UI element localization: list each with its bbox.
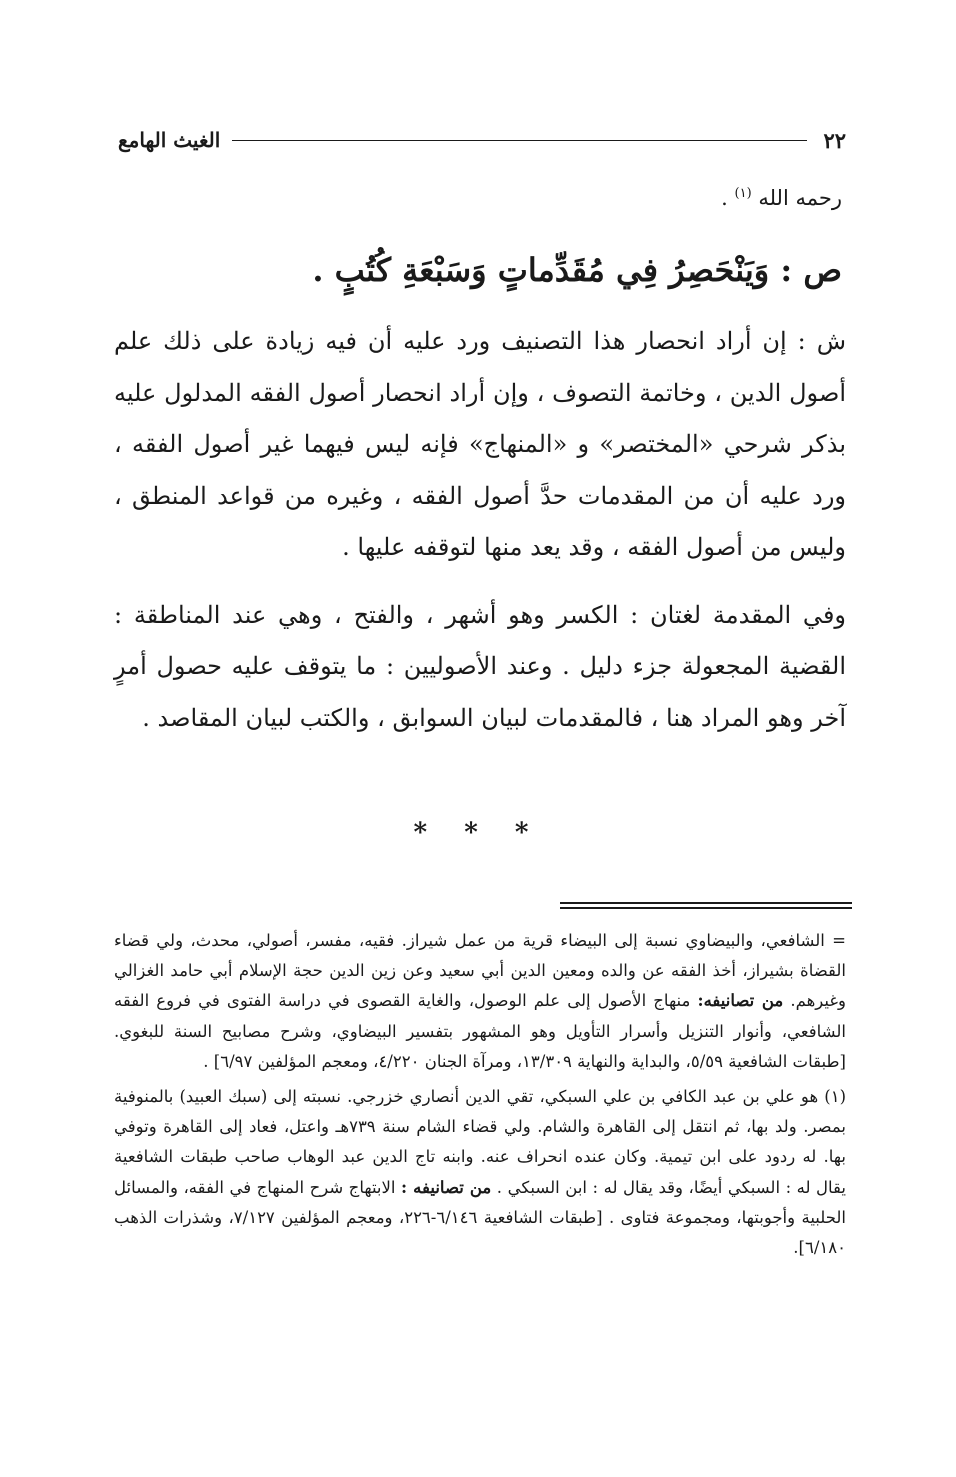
footnote-text: (١) هو علي بن عبد الكافي بن علي السبكي، تقي الدين أنصاري خزرجي. نسبته إلى (سبك العبيد) بالمنوفية بمصر. ولد بها، ثم انتقل إلى القاهرة والشام. ولي قضاء الشام سنة ٧٣٩هـ واعتل، فعاد إلى القاهرة وتوفي بها. له ردود على ابن تيمية. وكان عنده انحراف عنه. وابنه تاج الدين عبد الوهاب صاحب طبقات الشافعية يقال له : السبكي أيضًا، وقد يقال له : ابن السبكي .	[114, 1087, 846, 1197]
prelude-line	[721, 186, 842, 210]
prelude-text: رحمه الله	[758, 186, 842, 210]
footnote-text: الابتهاج شرح المنهاج في الفقه، والمسائل الحلبية وأجوبتها، ومجموعة فتاوى . [طبقات الشافعية ٦/١٤٦-٢٢٦، ومعجم المؤلفين ٧/١٢٧، وشذرات الذهب ٦/١٨٠].	[114, 1177, 846, 1258]
commentary-paragraph: وفي المقدمة لغتان : الكسر وهو أشهر ، والفتح ، وهي عند المناطقة : القضية المجعولة جزء دليل . وعند الأصوليين : ما يتوقف عليه حصول أمرٍ آخر وهو المراد هنا ، فالمقدمات لبيان السوابق ، والكتب لبيان المقاصد .	[114, 600, 846, 732]
commentary-paragraph: ش : إن أراد انحصار هذا التصنيف ورد عليه أن فيه زيادة على ذلك علم أصول الدين ، وخاتمة التصوف ، وإن أراد انحصار أصول الفقه المدلول عليه بذكر شرحي «المختصر» و «المنهاج» فإنه ليس فيهما غير أصول الفقه ، ورد عليه أن من المقدمات حدَّ أصول الفقه ، وغيره من قواعد المنطق ، وليس من أصول الفقه ، وقد يعد منها لتوقفه عليها .	[114, 327, 846, 561]
header-rule	[232, 140, 807, 141]
page-number: ٢٢	[823, 127, 846, 153]
footnote-text: = الشافعي، والبيضاوي نسبة إلى البيضاء قرية من عمل شيراز. فقيه، مفسر، أصولي، محدث، ولي قضاء القضاة بشيراز، أخذ الفقه عن والده ومعين الدين أبي سعيد وعن زين الدين حجة الإسلام أبي حامد الغزالي وغيرهم.	[114, 931, 846, 1011]
footnote-reference[interactable]: (١)	[734, 186, 752, 201]
footnote-works-label: من تصانيفه :	[401, 1177, 492, 1197]
footnotes	[114, 926, 846, 1268]
running-header	[118, 122, 846, 158]
footnote-1	[114, 1082, 846, 1263]
running-title: الغيث الهامع	[118, 128, 221, 152]
commentary	[114, 316, 846, 760]
footnote-divider	[560, 902, 852, 904]
footnote-works-label: من تصانيفه:	[697, 991, 784, 1011]
footnote-continuation	[114, 926, 846, 1077]
footnote-divider	[560, 907, 852, 909]
section-separator: * * *	[413, 818, 543, 848]
footnote-text: منهاج الأصول إلى علم الوصول، والغاية القصوى في دراسة الفتوى في فروع الفقه الشافعي، وأنوار التنزيل وأسرار التأويل وهو المشهور بتفسير البيضاوي، وشرح مصابيح السنة للبغوي. [طبقات الشافعية ٥/٥٩، والبداية والنهاية ١٣/٣٠٩، ومرآة الجنان ٤/٢٢٠، ومعجم المؤلفين ٦/٩٧] .	[114, 991, 846, 1071]
matn-text: ص : وَيَنْحَصِرُ فِي مُقَدِّماتٍ وَسَبْعَةِ كُتُبٍ .	[312, 251, 842, 289]
prelude-end: .	[721, 186, 735, 210]
